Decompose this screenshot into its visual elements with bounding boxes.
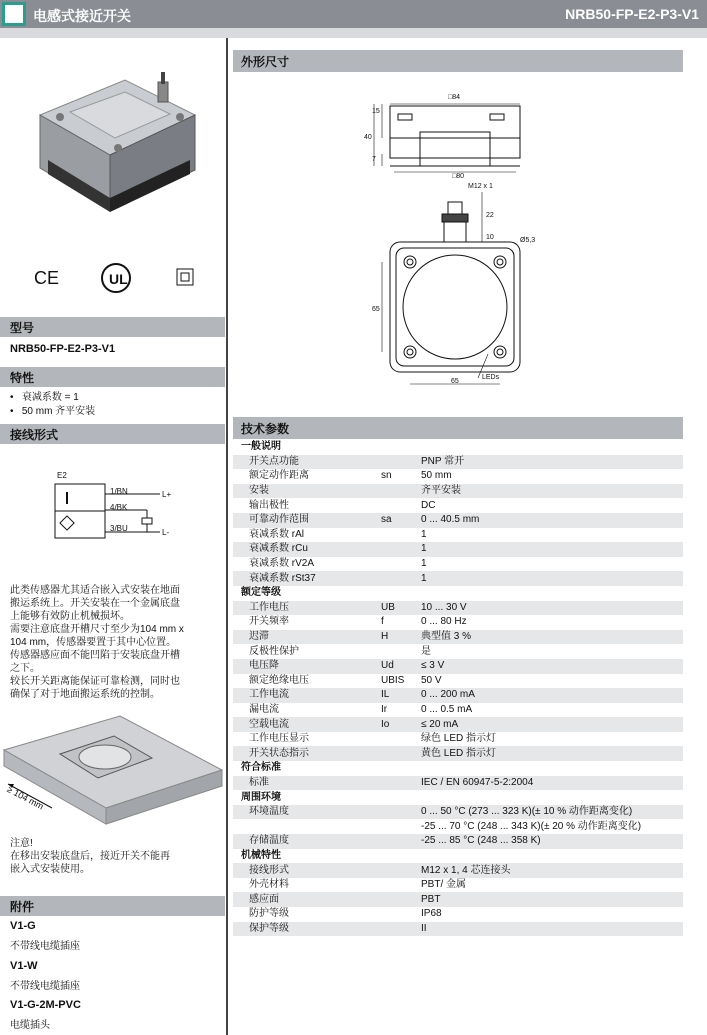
ce-mark-icon: CE — [34, 268, 60, 288]
accessories-heading: 附件 — [0, 896, 225, 916]
dimensions-heading: 外形尺寸 — [233, 50, 683, 72]
header-square-icon — [2, 2, 26, 26]
accessory-desc: 不带线电缆插座 — [10, 981, 80, 992]
spec-section-row — [233, 849, 683, 864]
description-line: 较长开关距离能保证可靠检测，同时也 — [10, 676, 180, 687]
spec-value: 0 ... 50 °C (273 ... 323 K)(± 10 % 动作距离变化) — [419, 805, 683, 820]
accessory-desc: 不带线电缆插座 — [10, 941, 80, 952]
leds-label: LEDs — [482, 374, 500, 381]
spec-row — [233, 542, 683, 557]
spec-value: IP68 — [419, 907, 683, 922]
subheader-bar — [0, 28, 707, 38]
spec-symbol — [379, 907, 419, 922]
spec-symbol — [379, 484, 419, 499]
class-ii-icon — [176, 268, 194, 286]
note-line: 注意! — [10, 838, 33, 849]
wiring-lplus-label: L+ — [162, 490, 172, 499]
spec-section-row — [233, 790, 683, 805]
spec-value: 0 ... 80 Hz — [419, 615, 683, 630]
dim-22: 22 — [486, 212, 494, 219]
spec-symbol — [379, 498, 419, 513]
spec-value: M12 x 1, 4 芯连接头 — [419, 863, 683, 878]
spec-row — [233, 819, 683, 834]
spec-row — [233, 776, 683, 791]
spec-name: 开关频率 — [233, 615, 379, 630]
spec-row — [233, 732, 683, 747]
spec-section-title: 一般说明 — [233, 440, 683, 455]
dim-84: □84 — [448, 94, 461, 101]
spec-value: ≤ 20 mA — [419, 717, 683, 732]
spec-symbol — [379, 542, 419, 557]
spec-row — [233, 644, 683, 659]
description-line: 需要注意底盘开槽尺寸至少为104 mm x — [10, 624, 184, 635]
feature-item: • 50 mm 齐平安装 — [10, 406, 96, 417]
spec-row — [233, 834, 683, 849]
wiring-bu-label: 3/BU — [110, 524, 128, 533]
spec-heading: 技术参数 — [233, 417, 683, 439]
spec-value: 黄色 LED 指示灯 — [419, 746, 683, 761]
spec-row — [233, 674, 683, 689]
accessory-code: V1-G-2M-PVC — [10, 999, 81, 1011]
spec-section-row — [233, 761, 683, 776]
spec-section-row — [233, 586, 683, 601]
spec-section-title: 机械特性 — [233, 849, 683, 864]
spec-value: II — [419, 922, 683, 937]
spec-name: 反极性保护 — [233, 644, 379, 659]
features-heading: 特性 — [0, 367, 225, 387]
dim-80: □80 — [452, 173, 465, 180]
description-line: 104 mm，传感器要置于其中心位置。 — [10, 637, 177, 648]
spec-row — [233, 469, 683, 484]
spec-section-title: 额定等级 — [233, 586, 683, 601]
note-line: 在移出安装底盘后，接近开关不能再 — [10, 851, 170, 862]
spec-row — [233, 615, 683, 630]
spec-row — [233, 746, 683, 761]
wiring-heading: 接线形式 — [0, 424, 225, 444]
spec-value: IEC / EN 60947-5-2:2004 — [419, 776, 683, 791]
wiring-bk-label: 4/BK — [110, 503, 128, 512]
spec-value: 50 V — [419, 674, 683, 689]
wiring-e2-label: E2 — [57, 471, 67, 480]
spec-name: 开关状态指示 — [233, 746, 379, 761]
description-line: 此类传感器尤其适合嵌入式安装在地面 — [10, 585, 180, 596]
spec-name: 输出极性 — [233, 498, 379, 513]
spec-row — [233, 878, 683, 893]
spec-row — [233, 863, 683, 878]
spec-value: ≤ 3 V — [419, 659, 683, 674]
spec-symbol — [379, 571, 419, 586]
feature-item: • 衰减系数 = 1 — [10, 392, 79, 403]
mount-dimension-label: ≥ 104 mm — [5, 784, 46, 812]
header-bar — [0, 0, 707, 28]
accessory-code: V1-G — [10, 920, 36, 932]
spec-row — [233, 484, 683, 499]
dim-m12: M12 x 1 — [468, 183, 493, 190]
dim-65-vertical: 65 — [372, 306, 380, 313]
accessory-code: V1-W — [10, 960, 38, 972]
spec-symbol — [379, 819, 419, 834]
spec-row — [233, 907, 683, 922]
wiring-lminus-label: L- — [162, 528, 170, 537]
spec-name: 工作电流 — [233, 688, 379, 703]
note-line: 嵌入式安装使用。 — [10, 864, 90, 875]
spec-value: 10 ... 30 V — [419, 601, 683, 616]
spec-name: 额定绝缘电压 — [233, 674, 379, 689]
spec-value: 1 — [419, 528, 683, 543]
spec-row — [233, 703, 683, 718]
description-line: 之下。 — [10, 663, 40, 674]
spec-row — [233, 630, 683, 645]
spec-name: 可靠动作范围 — [233, 513, 379, 528]
spec-symbol — [379, 834, 419, 849]
spec-name: 防护等级 — [233, 907, 379, 922]
spec-symbol: IL — [379, 688, 419, 703]
spec-symbol: UB — [379, 601, 419, 616]
spec-value: 1 — [419, 557, 683, 572]
spec-symbol — [379, 776, 419, 791]
spec-symbol — [379, 922, 419, 937]
spec-value: 典型值 3 % — [419, 630, 683, 645]
spec-table — [233, 440, 683, 936]
spec-symbol — [379, 805, 419, 820]
description-line: 传感器感应面不能凹陷于安装底盘开槽 — [10, 650, 180, 661]
spec-section-title: 符合标准 — [233, 761, 683, 776]
product-image — [30, 60, 200, 220]
spec-value: 50 mm — [419, 469, 683, 484]
spec-name: 额定动作距离 — [233, 469, 379, 484]
spec-symbol: f — [379, 615, 419, 630]
spec-row — [233, 892, 683, 907]
ul-mark-icon — [100, 262, 132, 294]
description-line: 确保了对于地面搬运系统的控制。 — [10, 689, 160, 700]
description-line: 上能够有效防止机械损坏。 — [10, 611, 130, 622]
spec-symbol — [379, 892, 419, 907]
dim-65-horizontal: 65 — [451, 378, 459, 385]
dim-15: 15 — [372, 108, 380, 115]
dim-10: 10 — [486, 234, 494, 241]
spec-value: DC — [419, 498, 683, 513]
spec-symbol — [379, 878, 419, 893]
spec-row — [233, 498, 683, 513]
spec-name: 环境温度 — [233, 805, 379, 820]
spec-value: 是 — [419, 644, 683, 659]
spec-name: 接线形式 — [233, 863, 379, 878]
spec-symbol — [379, 455, 419, 470]
type-heading: 型号 — [0, 317, 225, 337]
spec-value: 绿色 LED 指示灯 — [419, 732, 683, 747]
spec-name: 漏电流 — [233, 703, 379, 718]
spec-value: 0 ... 200 mA — [419, 688, 683, 703]
mounting-illustration — [2, 712, 224, 830]
spec-name: 空载电流 — [233, 717, 379, 732]
spec-row — [233, 455, 683, 470]
spec-value: 1 — [419, 542, 683, 557]
dim-7: 7 — [372, 156, 376, 163]
model-number: NRB50-FP-E2-P3-V1 — [565, 6, 699, 22]
type-value: NRB50-FP-E2-P3-V1 — [10, 343, 116, 355]
spec-symbol: H — [379, 630, 419, 645]
spec-name: 感应面 — [233, 892, 379, 907]
spec-value: PBT/ 金属 — [419, 878, 683, 893]
spec-name: 衰减系数 rSt37 — [233, 571, 379, 586]
spec-value: -25 ... 70 °C (248 ... 343 K)(± 20 % 动作距离变化) — [419, 819, 683, 834]
spec-symbol — [379, 746, 419, 761]
spec-value: 0 ... 40.5 mm — [419, 513, 683, 528]
dim-hole: Ø5,3 — [520, 237, 536, 244]
spec-symbol: Ud — [379, 659, 419, 674]
spec-value: -25 ... 85 °C (248 ... 358 K) — [419, 834, 683, 849]
spec-name: 工作电压显示 — [233, 732, 379, 747]
spec-row — [233, 557, 683, 572]
spec-row — [233, 571, 683, 586]
spec-section-row — [233, 440, 683, 455]
spec-symbol: Ir — [379, 703, 419, 718]
spec-row — [233, 922, 683, 937]
dim-40: 40 — [364, 134, 372, 141]
spec-name: 电压降 — [233, 659, 379, 674]
spec-row — [233, 717, 683, 732]
spec-name: 外壳材料 — [233, 878, 379, 893]
spec-symbol: UBIS — [379, 674, 419, 689]
spec-symbol: Io — [379, 717, 419, 732]
spec-row — [233, 659, 683, 674]
wiring-bn-label: 1/BN — [110, 487, 128, 496]
spec-name: 迟滞 — [233, 630, 379, 645]
spec-symbol — [379, 557, 419, 572]
spec-name: 衰减系数 rV2A — [233, 557, 379, 572]
spec-row — [233, 513, 683, 528]
spec-row — [233, 688, 683, 703]
spec-name — [233, 819, 379, 834]
description-line: 搬运系统上。开关安装在一个金属底盘 — [10, 598, 180, 609]
spec-name: 保护等级 — [233, 922, 379, 937]
spec-value: 0 ... 0.5 mA — [419, 703, 683, 718]
spec-name: 衰减系数 rCu — [233, 542, 379, 557]
spec-value: PNP 常开 — [419, 455, 683, 470]
spec-value: 齐平安装 — [419, 484, 683, 499]
spec-row — [233, 528, 683, 543]
spec-symbol — [379, 528, 419, 543]
page-title: 电感式接近开关 — [33, 8, 131, 24]
spec-name: 存储温度 — [233, 834, 379, 849]
spec-symbol — [379, 732, 419, 747]
svg-text:UL: UL — [109, 271, 128, 287]
spec-symbol — [379, 644, 419, 659]
spec-name: 安装 — [233, 484, 379, 499]
spec-section-title: 周围环境 — [233, 790, 683, 805]
accessory-desc: 电缆插头 — [10, 1020, 50, 1031]
spec-value: 1 — [419, 571, 683, 586]
spec-row — [233, 805, 683, 820]
spec-symbol — [379, 863, 419, 878]
spec-row — [233, 601, 683, 616]
spec-symbol: sn — [379, 469, 419, 484]
spec-symbol: sa — [379, 513, 419, 528]
spec-name: 衰减系数 rAl — [233, 528, 379, 543]
spec-name: 开关点功能 — [233, 455, 379, 470]
spec-value: PBT — [419, 892, 683, 907]
spec-name: 工作电压 — [233, 601, 379, 616]
spec-name: 标准 — [233, 776, 379, 791]
